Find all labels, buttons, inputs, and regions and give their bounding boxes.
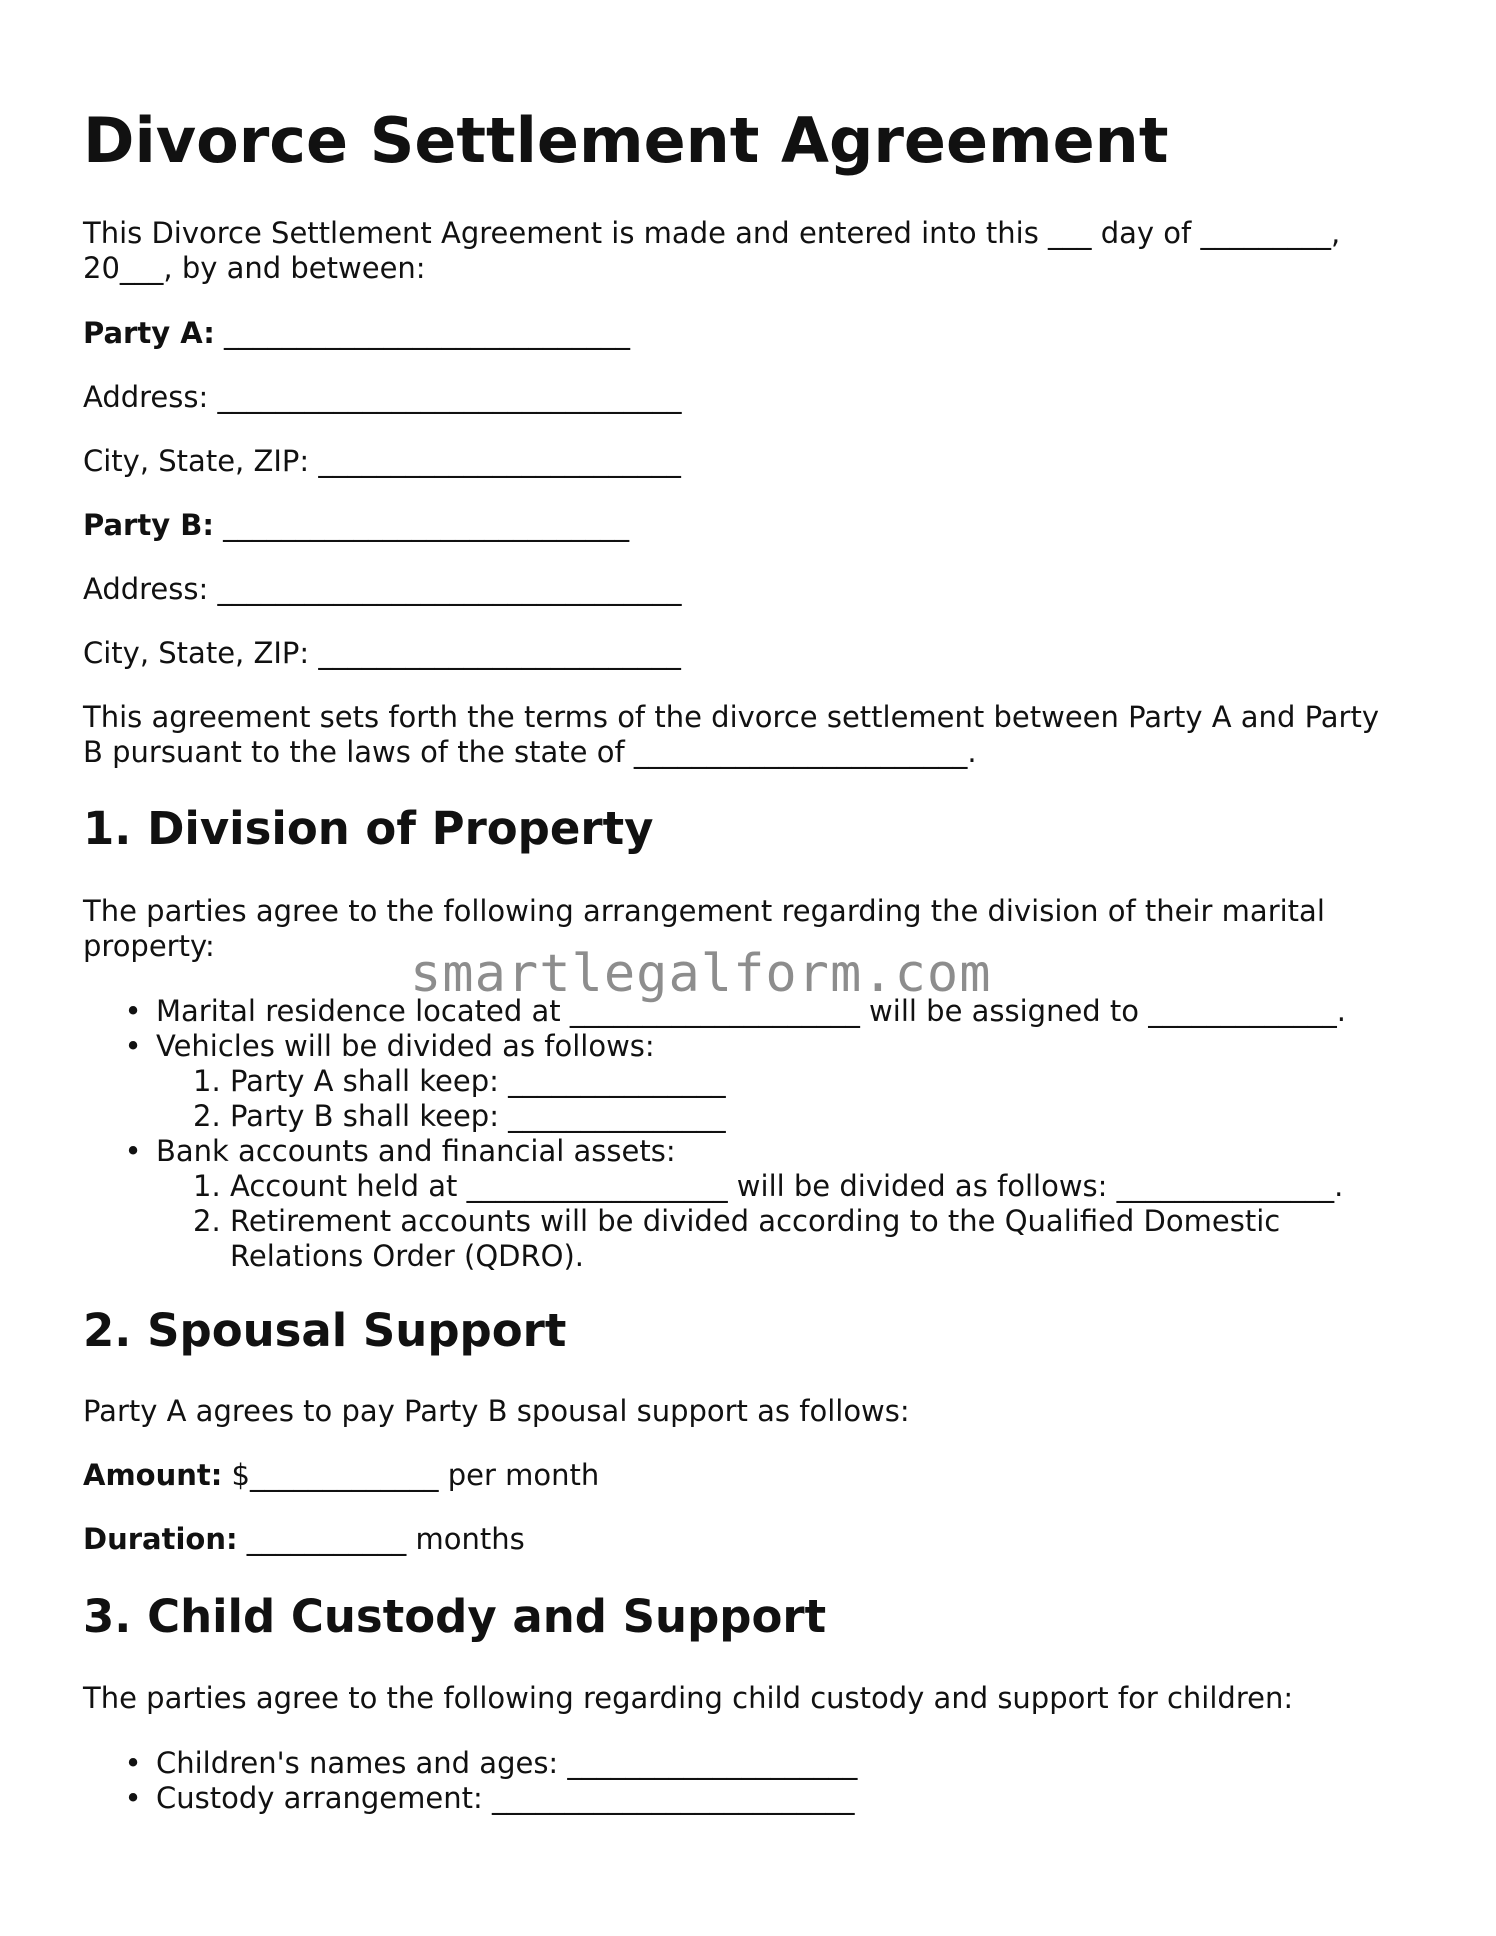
amount-field xyxy=(83,1458,599,1493)
sub-item-vehicle-a xyxy=(83,1064,1423,1099)
sub-item-number: 1. xyxy=(193,1169,221,1203)
bullet-icon: • xyxy=(124,1781,142,1815)
bullet-icon: • xyxy=(124,1134,142,1168)
party-a-address-field: Address: ________________________________ xyxy=(83,380,682,414)
section-2-intro: Party A agrees to pay Party B spousal support as follows: xyxy=(83,1394,910,1428)
section-1-intro-line-2: property: xyxy=(83,929,215,963)
document-title: Divorce Settlement Agreement xyxy=(83,104,1169,177)
intro-line-2: 20___, by and between: xyxy=(83,251,426,285)
bullet-icon: • xyxy=(124,994,142,1028)
residence-text: Marital residence located at ____________________ will be assigned to _____________. xyxy=(156,994,1346,1028)
party-b-city-field: City, State, ZIP: _________________________ xyxy=(83,636,681,670)
section-2-heading: 2. Spousal Support xyxy=(83,1304,567,1357)
vehicles-text: Vehicles will be divided as follows: xyxy=(156,1029,655,1063)
sub-item-vehicle-b xyxy=(83,1099,1423,1134)
bullet-icon: • xyxy=(124,1029,142,1063)
bullet-icon: • xyxy=(124,1746,142,1780)
section-1-intro-line-1: The parties agree to the following arrangement regarding the division of their marital xyxy=(83,894,1325,928)
sub-item-text: Account held at __________________ will be divided as follows: _______________. xyxy=(230,1169,1344,1203)
party-b-blank: ____________________________ xyxy=(213,508,630,542)
amount-value: $_____________ per month xyxy=(222,1458,600,1492)
list-item-custody xyxy=(83,1781,1423,1816)
party-b-field xyxy=(83,508,629,543)
section-3-heading: 3. Child Custody and Support xyxy=(83,1590,827,1643)
sub-item-number: 2. xyxy=(193,1204,221,1238)
amount-label: Amount: xyxy=(83,1458,223,1492)
children-text: Children's names and ages: ____________________ xyxy=(156,1746,858,1780)
terms-paragraph xyxy=(83,700,1413,770)
sub-item-text: Party A shall keep: _______________ xyxy=(230,1064,726,1098)
duration-field xyxy=(83,1522,525,1557)
party-a-field xyxy=(83,316,630,351)
party-b-label: Party B: xyxy=(83,508,214,542)
party-b-address-field: Address: ________________________________ xyxy=(83,572,682,606)
sub-item-retirement xyxy=(83,1204,1423,1274)
sub-item-number: 1. xyxy=(193,1064,221,1098)
custody-list xyxy=(83,1746,1423,1816)
sub-item-number: 2. xyxy=(193,1099,221,1133)
sub-item-text: Party B shall keep: _______________ xyxy=(230,1099,726,1133)
sub-item-account xyxy=(83,1169,1423,1204)
party-a-city-field: City, State, ZIP: _________________________ xyxy=(83,444,681,478)
terms-line-2: B pursuant to the laws of the state of _______________________. xyxy=(83,735,977,769)
watermark-text: smartlegalform.com xyxy=(410,944,992,1004)
list-item-vehicles xyxy=(83,1029,1423,1064)
duration-label: Duration: xyxy=(83,1522,238,1556)
sub-item-text: Retirement accounts will be divided according to the Qualified Domestic Relations Order (QDRO). xyxy=(230,1204,1281,1273)
intro-line-1: This Divorce Settlement Agreement is made and entered into this ___ day of _________, xyxy=(83,216,1341,250)
property-list xyxy=(83,994,1423,1274)
intro-paragraph xyxy=(83,216,1413,286)
party-a-blank: ____________________________ xyxy=(214,316,631,350)
party-a-label: Party A: xyxy=(83,316,215,350)
section-1-heading: 1. Division of Property xyxy=(83,802,654,855)
custody-text: Custody arrangement: _________________________ xyxy=(156,1781,855,1815)
list-item-bank xyxy=(83,1134,1423,1169)
terms-line-1: This agreement sets forth the terms of the divorce settlement between Party A and Party xyxy=(83,700,1379,734)
duration-value: ___________ months xyxy=(237,1522,525,1556)
list-item-children xyxy=(83,1746,1423,1781)
section-3-intro: The parties agree to the following regarding child custody and support for children: xyxy=(83,1681,1294,1715)
bank-text: Bank accounts and financial assets: xyxy=(156,1134,676,1168)
